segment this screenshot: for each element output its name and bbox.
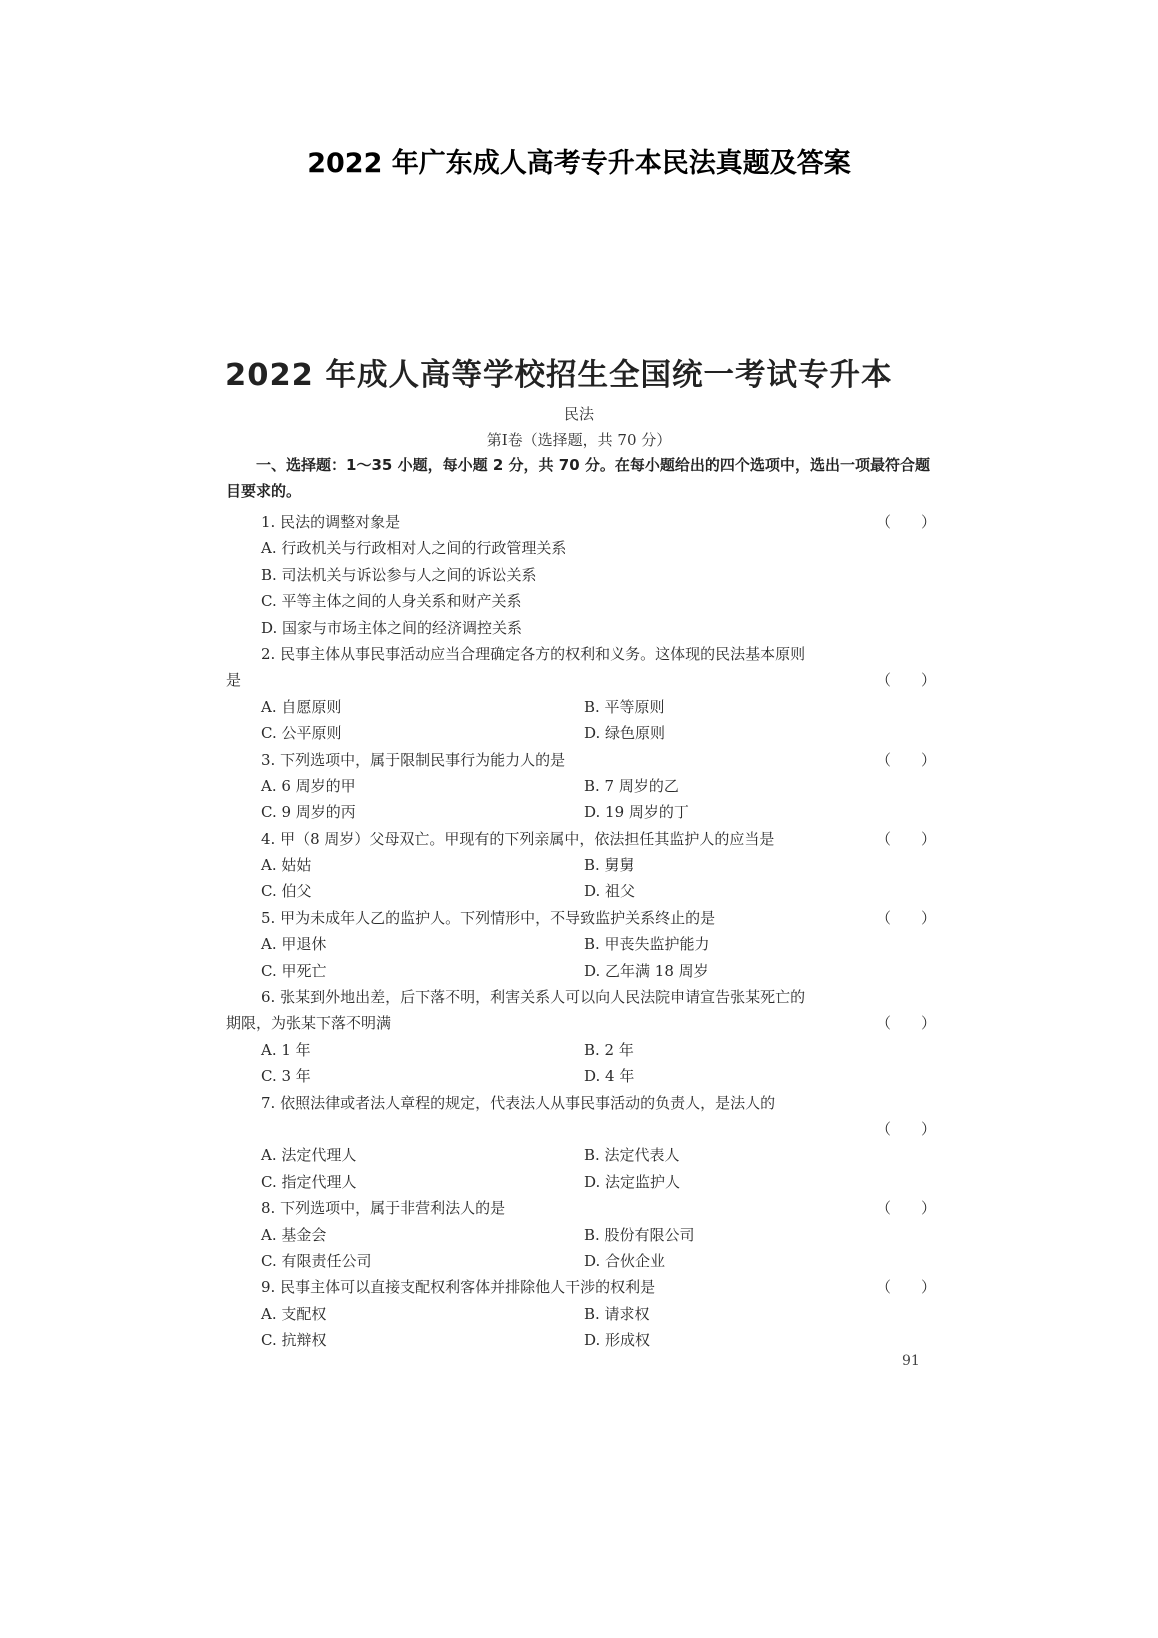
answer-blank: （ ） xyxy=(876,750,937,769)
option-a: A. 支配权 xyxy=(261,1304,327,1323)
option-row xyxy=(0,931,1158,957)
option-b: B. 7 周岁的乙 xyxy=(584,776,679,795)
question-7-paren-row xyxy=(0,1116,1158,1142)
option-d: D. 合伙企业 xyxy=(584,1251,666,1270)
option-d: D. 乙年满 18 周岁 xyxy=(584,961,709,980)
subject-label: 民法 xyxy=(563,405,594,423)
option-b: B. 司法机关与诉讼参与人之间的诉讼关系 xyxy=(261,565,537,584)
question-2-stem-row xyxy=(0,641,1158,667)
question-4-stem-row xyxy=(0,826,1158,852)
document-title: 2022 年广东成人高考专升本民法真题及答案 xyxy=(307,148,851,179)
answer-blank: （ ） xyxy=(876,1199,937,1218)
question-stem: 1. 民法的调整对象是 xyxy=(261,513,401,531)
option-row xyxy=(0,1063,1158,1089)
option-row xyxy=(0,852,1158,878)
answer-blank: （ ） xyxy=(876,1278,937,1297)
question-5-stem-row xyxy=(0,905,1158,931)
option-b: B. 股份有限公司 xyxy=(584,1225,695,1244)
question-6-stem-row xyxy=(0,984,1158,1010)
option-a: A. 基金会 xyxy=(261,1225,327,1244)
question-stem: 7. 依照法律或者法人章程的规定，代表法人从事民事活动的负责人，是法人的 xyxy=(261,1093,776,1112)
option-c: C. 9 周岁的丙 xyxy=(261,803,356,822)
option-row xyxy=(0,773,1158,799)
option-row xyxy=(0,694,1158,720)
option-row xyxy=(0,588,1158,614)
option-row xyxy=(0,878,1158,904)
option-d: D. 19 周岁的丁 xyxy=(584,803,689,822)
question-stem: 2. 民事主体从事民事活动应当合理确定各方的权利和义务。这体现的民法基本原则 xyxy=(261,644,806,663)
option-c: C. 平等主体之间的人身关系和财产关系 xyxy=(261,592,522,611)
option-d: D. 形成权 xyxy=(584,1331,651,1350)
question-stem-continued: 是 xyxy=(226,671,242,690)
option-row xyxy=(0,1327,1158,1353)
option-a: A. 法定代理人 xyxy=(261,1146,357,1165)
option-row xyxy=(0,799,1158,825)
option-b: B. 2 年 xyxy=(584,1040,634,1059)
option-row xyxy=(0,1248,1158,1274)
question-6-stem-cont-row xyxy=(0,1010,1158,1036)
option-row xyxy=(0,1169,1158,1195)
option-c: C. 3 年 xyxy=(261,1067,311,1086)
question-8-stem-row xyxy=(0,1195,1158,1221)
option-c: C. 有限责任公司 xyxy=(261,1251,372,1270)
answer-blank: （ ） xyxy=(876,908,937,927)
option-a: A. 行政机关与行政相对人之间的行政管理关系 xyxy=(261,539,567,558)
option-b: B. 请求权 xyxy=(584,1304,650,1323)
question-stem: 6. 张某到外地出差，后下落不明，利害关系人可以向人民法院申请宣告张某死亡的 xyxy=(261,988,806,1007)
option-d: D. 法定监护人 xyxy=(584,1172,681,1191)
answer-blank: （ ） xyxy=(876,1119,937,1138)
option-c: C. 公平原则 xyxy=(261,724,342,743)
question-stem: 4. 甲（8 周岁）父母双亡。甲现有的下列亲属中，依法担任其监护人的应当是 xyxy=(261,829,775,848)
option-c: C. 抗辩权 xyxy=(261,1331,327,1350)
option-row xyxy=(0,1301,1158,1327)
section-heading: 一、选择题：1～35 小题，每小题 2 分，共 70 分。在每小题给出的四个选项中，选出一项最符合题目要求的。 xyxy=(226,456,930,500)
question-stem-continued: 期限，为张某下落不明满 xyxy=(226,1014,392,1033)
option-row xyxy=(0,720,1158,746)
exam-title: 2022 年成人高等学校招生全国统一考试专升本 xyxy=(225,358,893,393)
page-number: 91 xyxy=(902,1353,920,1369)
option-row xyxy=(0,562,1158,588)
option-c: C. 伯父 xyxy=(261,882,312,901)
question-stem: 3. 下列选项中，属于限制民事行为能力人的是 xyxy=(261,750,566,769)
question-1-stem-row xyxy=(0,509,1158,535)
option-a: A. 甲退休 xyxy=(261,935,327,954)
option-a: A. 6 周岁的甲 xyxy=(261,776,356,795)
answer-blank: （ ） xyxy=(876,829,937,848)
option-d: D. 祖父 xyxy=(584,882,636,901)
volume-label: 第Ⅰ卷（选择题，共 70 分） xyxy=(486,431,672,449)
answer-blank: （ ） xyxy=(876,513,937,531)
answer-blank: （ ） xyxy=(876,1014,937,1033)
option-b: B. 法定代表人 xyxy=(584,1146,680,1165)
question-stem: 9. 民事主体可以直接支配权利客体并排除他人干涉的权利是 xyxy=(261,1278,656,1297)
option-row xyxy=(0,615,1158,641)
option-a: A. 自愿原则 xyxy=(261,697,342,716)
option-b: B. 平等原则 xyxy=(584,697,665,716)
question-stem: 8. 下列选项中，属于非营利法人的是 xyxy=(261,1199,506,1218)
option-row xyxy=(0,1222,1158,1248)
option-c: C. 指定代理人 xyxy=(261,1172,357,1191)
option-d: D. 绿色原则 xyxy=(584,724,666,743)
option-c: C. 甲死亡 xyxy=(261,961,327,980)
option-row xyxy=(0,1037,1158,1063)
option-row xyxy=(0,535,1158,561)
question-2-stem-cont-row xyxy=(0,667,1158,693)
option-row xyxy=(0,1142,1158,1168)
answer-blank: （ ） xyxy=(876,671,937,690)
option-d: D. 国家与市场主体之间的经济调控关系 xyxy=(261,618,523,637)
option-d: D. 4 年 xyxy=(584,1067,635,1086)
option-row xyxy=(0,958,1158,984)
question-stem: 5. 甲为未成年人乙的监护人。下列情形中，不导致监护关系终止的是 xyxy=(261,908,716,927)
option-a: A. 1 年 xyxy=(261,1040,311,1059)
option-b: B. 甲丧失监护能力 xyxy=(584,935,710,954)
option-a: A. 姑姑 xyxy=(261,856,312,875)
question-9-stem-row xyxy=(0,1274,1158,1300)
question-7-stem-row xyxy=(0,1090,1158,1116)
option-b: B. 舅舅 xyxy=(584,856,635,875)
question-list xyxy=(0,509,1158,1354)
question-3-stem-row xyxy=(0,747,1158,773)
